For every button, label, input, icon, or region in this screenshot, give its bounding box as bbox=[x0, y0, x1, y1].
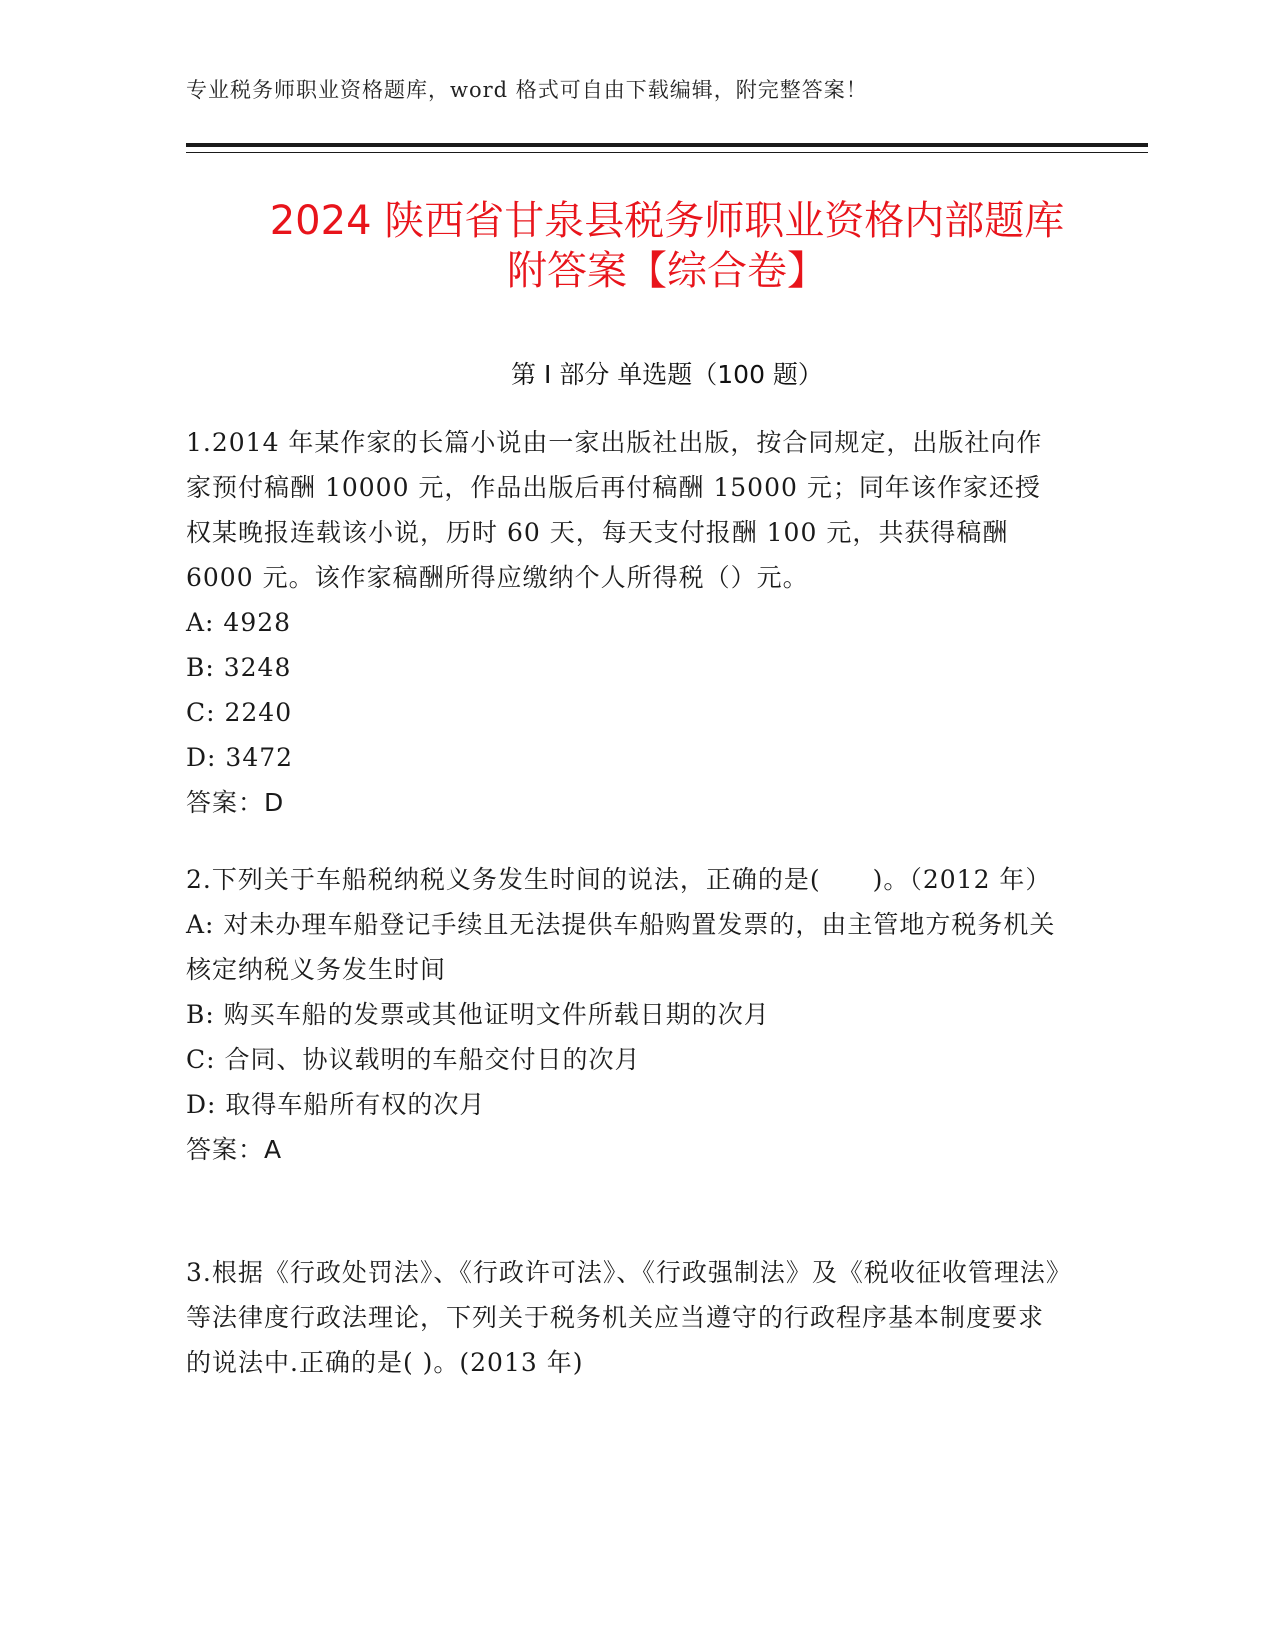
question-stem: 3.根据《行政处罚法》、《行政许可法》、《行政强制法》及《税收征收管理法》等法律度行政法理论，下列关于税务机关应当遵守的行政程序基本制度要求的说法中.正确的是( )。(2013 年) bbox=[186, 1258, 1060, 1377]
header-note: 专业税务师职业资格题库，word 格式可自由下载编辑，附完整答案！ bbox=[186, 78, 868, 102]
question-option-c: C: 2240 bbox=[186, 698, 293, 727]
document-title-line-1: 2024 陕西省甘泉县税务师职业资格内部题库 bbox=[269, 198, 1065, 244]
question-option-c: C: 合同、协议载明的车船交付日的次月 bbox=[186, 1045, 641, 1074]
document-title bbox=[186, 196, 1148, 296]
section-heading: 第 I 部分 单选题（100 题） bbox=[511, 360, 823, 389]
question-2 bbox=[186, 857, 1066, 1172]
question-option-d: D: 3472 bbox=[186, 743, 294, 772]
header-rule-thin bbox=[186, 152, 1148, 153]
question-3 bbox=[186, 1250, 1066, 1385]
question-option-a: A: 对未办理车船登记手续且无法提供车船购置发票的，由主管地方税务机关核定纳税义务发生时间 bbox=[186, 910, 1056, 984]
question-option-b: B: 3248 bbox=[186, 653, 292, 682]
question-stem: 1.2014 年某作家的长篇小说由一家出版社出版，按合同规定，出版社向作家预付稿酬 10000 元，作品出版后再付稿酬 15000 元；同年该作家还授权某晚报连载该小说，历时 60 天，每天支付报酬 100 元，共获得稿酬 6000 元。该作家稿酬所得应缴纳个人所得税（）元。 bbox=[186, 428, 1043, 592]
header-rule-thick bbox=[186, 143, 1148, 147]
question-stem: 2.下列关于车船税纳税义务发生时间的说法，正确的是( )。（2012 年） bbox=[186, 865, 1052, 894]
question-option-b: B: 购买车船的发票或其他证明文件所载日期的次月 bbox=[186, 1000, 770, 1029]
question-option-a: A: 4928 bbox=[186, 608, 292, 637]
question-answer: 答案：A bbox=[186, 1135, 283, 1164]
question-answer: 答案：D bbox=[186, 788, 285, 817]
question-1 bbox=[186, 420, 1066, 825]
question-option-d: D: 取得车船所有权的次月 bbox=[186, 1090, 486, 1119]
document-title-line-2: 附答案【综合卷】 bbox=[507, 248, 827, 294]
